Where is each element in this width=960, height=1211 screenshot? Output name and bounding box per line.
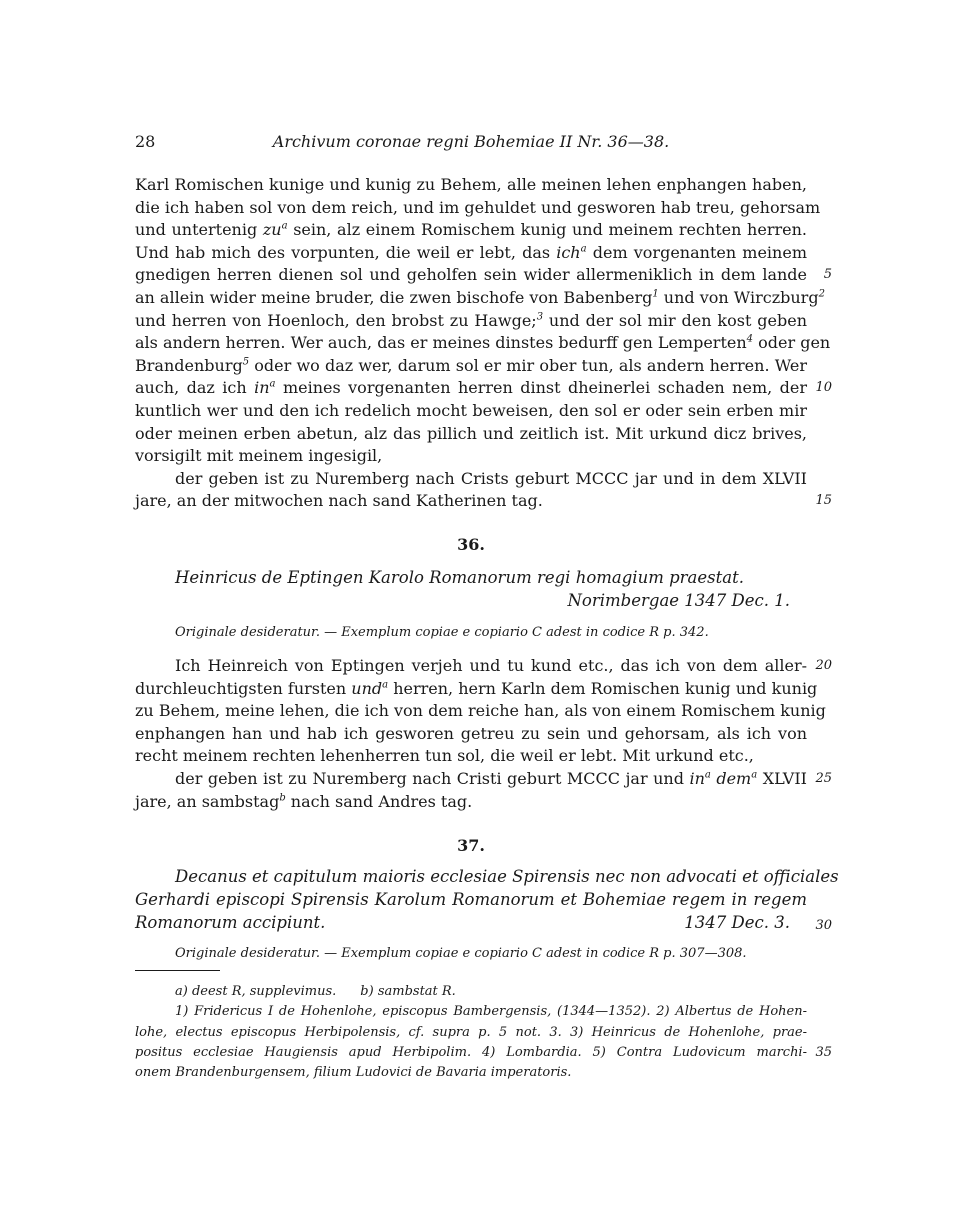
text-line: jare, an sambstag$^b$ nach sand Andres tag. [135, 791, 473, 811]
text-line: und untertenig $zu^a$ sein, alz einem Romischem kunig und meinem rechten herren. [135, 220, 807, 240]
line-number: 10 [815, 380, 832, 396]
regest-line: Decanus et capitulum maioris ecclesiae Spirensis nec non advocati et officiales [175, 867, 839, 886]
text-line: gnedigen herren dienen sol und geholfen sein wider allermeniklich in dem lande 5 [135, 264, 807, 287]
text-line: Karl Romischen kunige und kunig zu Behem, alle meinen lehen enphangen haben, [135, 175, 807, 194]
line-number: 15 [815, 493, 832, 509]
text-line: durchleuchtigsten fursten und$^a$ herren, hern Karln dem Romischen kunig und kunig [135, 678, 818, 698]
text-line: die ich haben sol von dem reich, und im gehuldet und gesworen hab treu, gehorsam [135, 197, 821, 217]
regest-line: Romanorum accipiunt. 1347 Dec. 3. 30 [135, 911, 807, 934]
text-line: zu Behem, meine lehen, die ich von dem reiche han, als von einem Romischem kunig [135, 701, 826, 721]
footnote-letters: a) deest R, supplevimus. b) sambstat R. [175, 984, 456, 999]
footnote-line: 1) Fridericus I de Hohenlohe, episcopus Bambergensis, (1344—1352). 2) Albertus de Hohen- [175, 1004, 807, 1020]
running-head [135, 132, 807, 154]
regest-line: Heinricus de Eptingen Karolo Romanorum regi homagium praestat. [175, 568, 744, 587]
footnotes [135, 982, 832, 1083]
text-line: der geben ist zu Nuremberg nach Cristi geburt MCCC jar und $in^a$ dem$^a$ XLVII 25 [135, 768, 807, 791]
text-line: als andern herren. Wer auch, das er meines dinstes bedurff gen Lemperten$^4$ oder gen [135, 333, 831, 353]
regest-line: Gerhardi episcopi Spirensis Karolum Romanorum et Bohemiae regem in regem [135, 890, 807, 909]
text-line: an allein wider meine bruder, die zwen bischofe von Babenberg$^1$ und von Wirczburg$^2$ [135, 287, 825, 307]
footnote-line: onem Brandenburgensem, filium Ludovici de Bavaria imperatoris. [135, 1065, 572, 1081]
doc36-text [135, 655, 832, 813]
line-number: 25 [815, 770, 832, 786]
text-line: jare, an der mitwochen nach sand Katherinen tag. 15 [135, 490, 807, 513]
regest-date: 1347 Dec. 3. [684, 913, 790, 932]
text-line: recht meinem rechten lehenherren tun sol, die weil er lebt. Mit urkund etc., [135, 746, 754, 766]
doc37-regest [135, 865, 839, 934]
regest-date: Norimbergae 1347 Dec. 1. [567, 591, 790, 610]
text-line: Brandenburg$^5$ oder wo daz wer, darum sol er mir ober tun, als andern herren. Wer [135, 355, 807, 375]
line-number: 35 [815, 1044, 832, 1060]
text-line: oder meinen erben abetun, alz das pillich und zeitlich ist. Mit urkund dicz brives, [135, 423, 807, 443]
line-number: 5 [823, 267, 832, 283]
text-line: und herren von Hoenloch, den brobst zu Hawge;$^3$ und der sol mir den kost geben [135, 310, 807, 330]
doc35-text [135, 174, 832, 513]
line-number: 30 [815, 918, 832, 933]
doc36-regest [135, 566, 807, 612]
page-number: 28 [135, 132, 156, 151]
text-line: der geben ist zu Nuremberg nach Crists geburt MCCC jar und in dem XLVII [175, 468, 807, 488]
doc37-tradition-note: Originale desideratur. — Exemplum copiae e copiario C adest in codice R p. 307—308. [175, 946, 747, 961]
text-line: kuntlich wer und den ich redelich mocht beweisen, den sol er oder sein erben mir [135, 400, 807, 420]
footnote-line: positus ecclesiae Haugiensis apud Herbipolim. 4) Lombardia. 5) Contra Ludovicum marchi- 35 [135, 1043, 807, 1063]
doc36-tradition-note: Originale desideratur. — Exemplum copiae e copiario C adest in codice R p. 342. [175, 625, 709, 640]
document-number-37: 37. [457, 836, 485, 855]
text-line: auch, daz ich $in^a$ meines vorgenanten herren dinst dheinerlei schaden nem, der 10 [135, 377, 807, 400]
text-line: enphangen han und hab ich gesworen getreu zu sein und gehorsam, als ich von [135, 723, 807, 743]
footnote-rule [135, 970, 220, 971]
line-number: 20 [815, 658, 832, 673]
running-head-title: Archivum coronae regni Bohemiae II Nr. 36—38. [272, 132, 670, 151]
footnote-line: lohe, electus episcopus Herbipolensis, cf. supra p. 5 not. 3. 3) Heinricus de Hohenlohe, prae- [135, 1024, 807, 1040]
document-number-36: 36. [457, 535, 485, 554]
text-line: Und hab mich des vorpunten, die weil er lebt, das ich$^a$ dem vorgenanten meinem [135, 242, 807, 262]
text-line: vorsigilt mit meinem ingesigil, [135, 446, 383, 466]
text-line: Ich Heinreich von Eptingen verjeh und tu kund etc., das ich von dem aller- 20 [135, 655, 807, 678]
